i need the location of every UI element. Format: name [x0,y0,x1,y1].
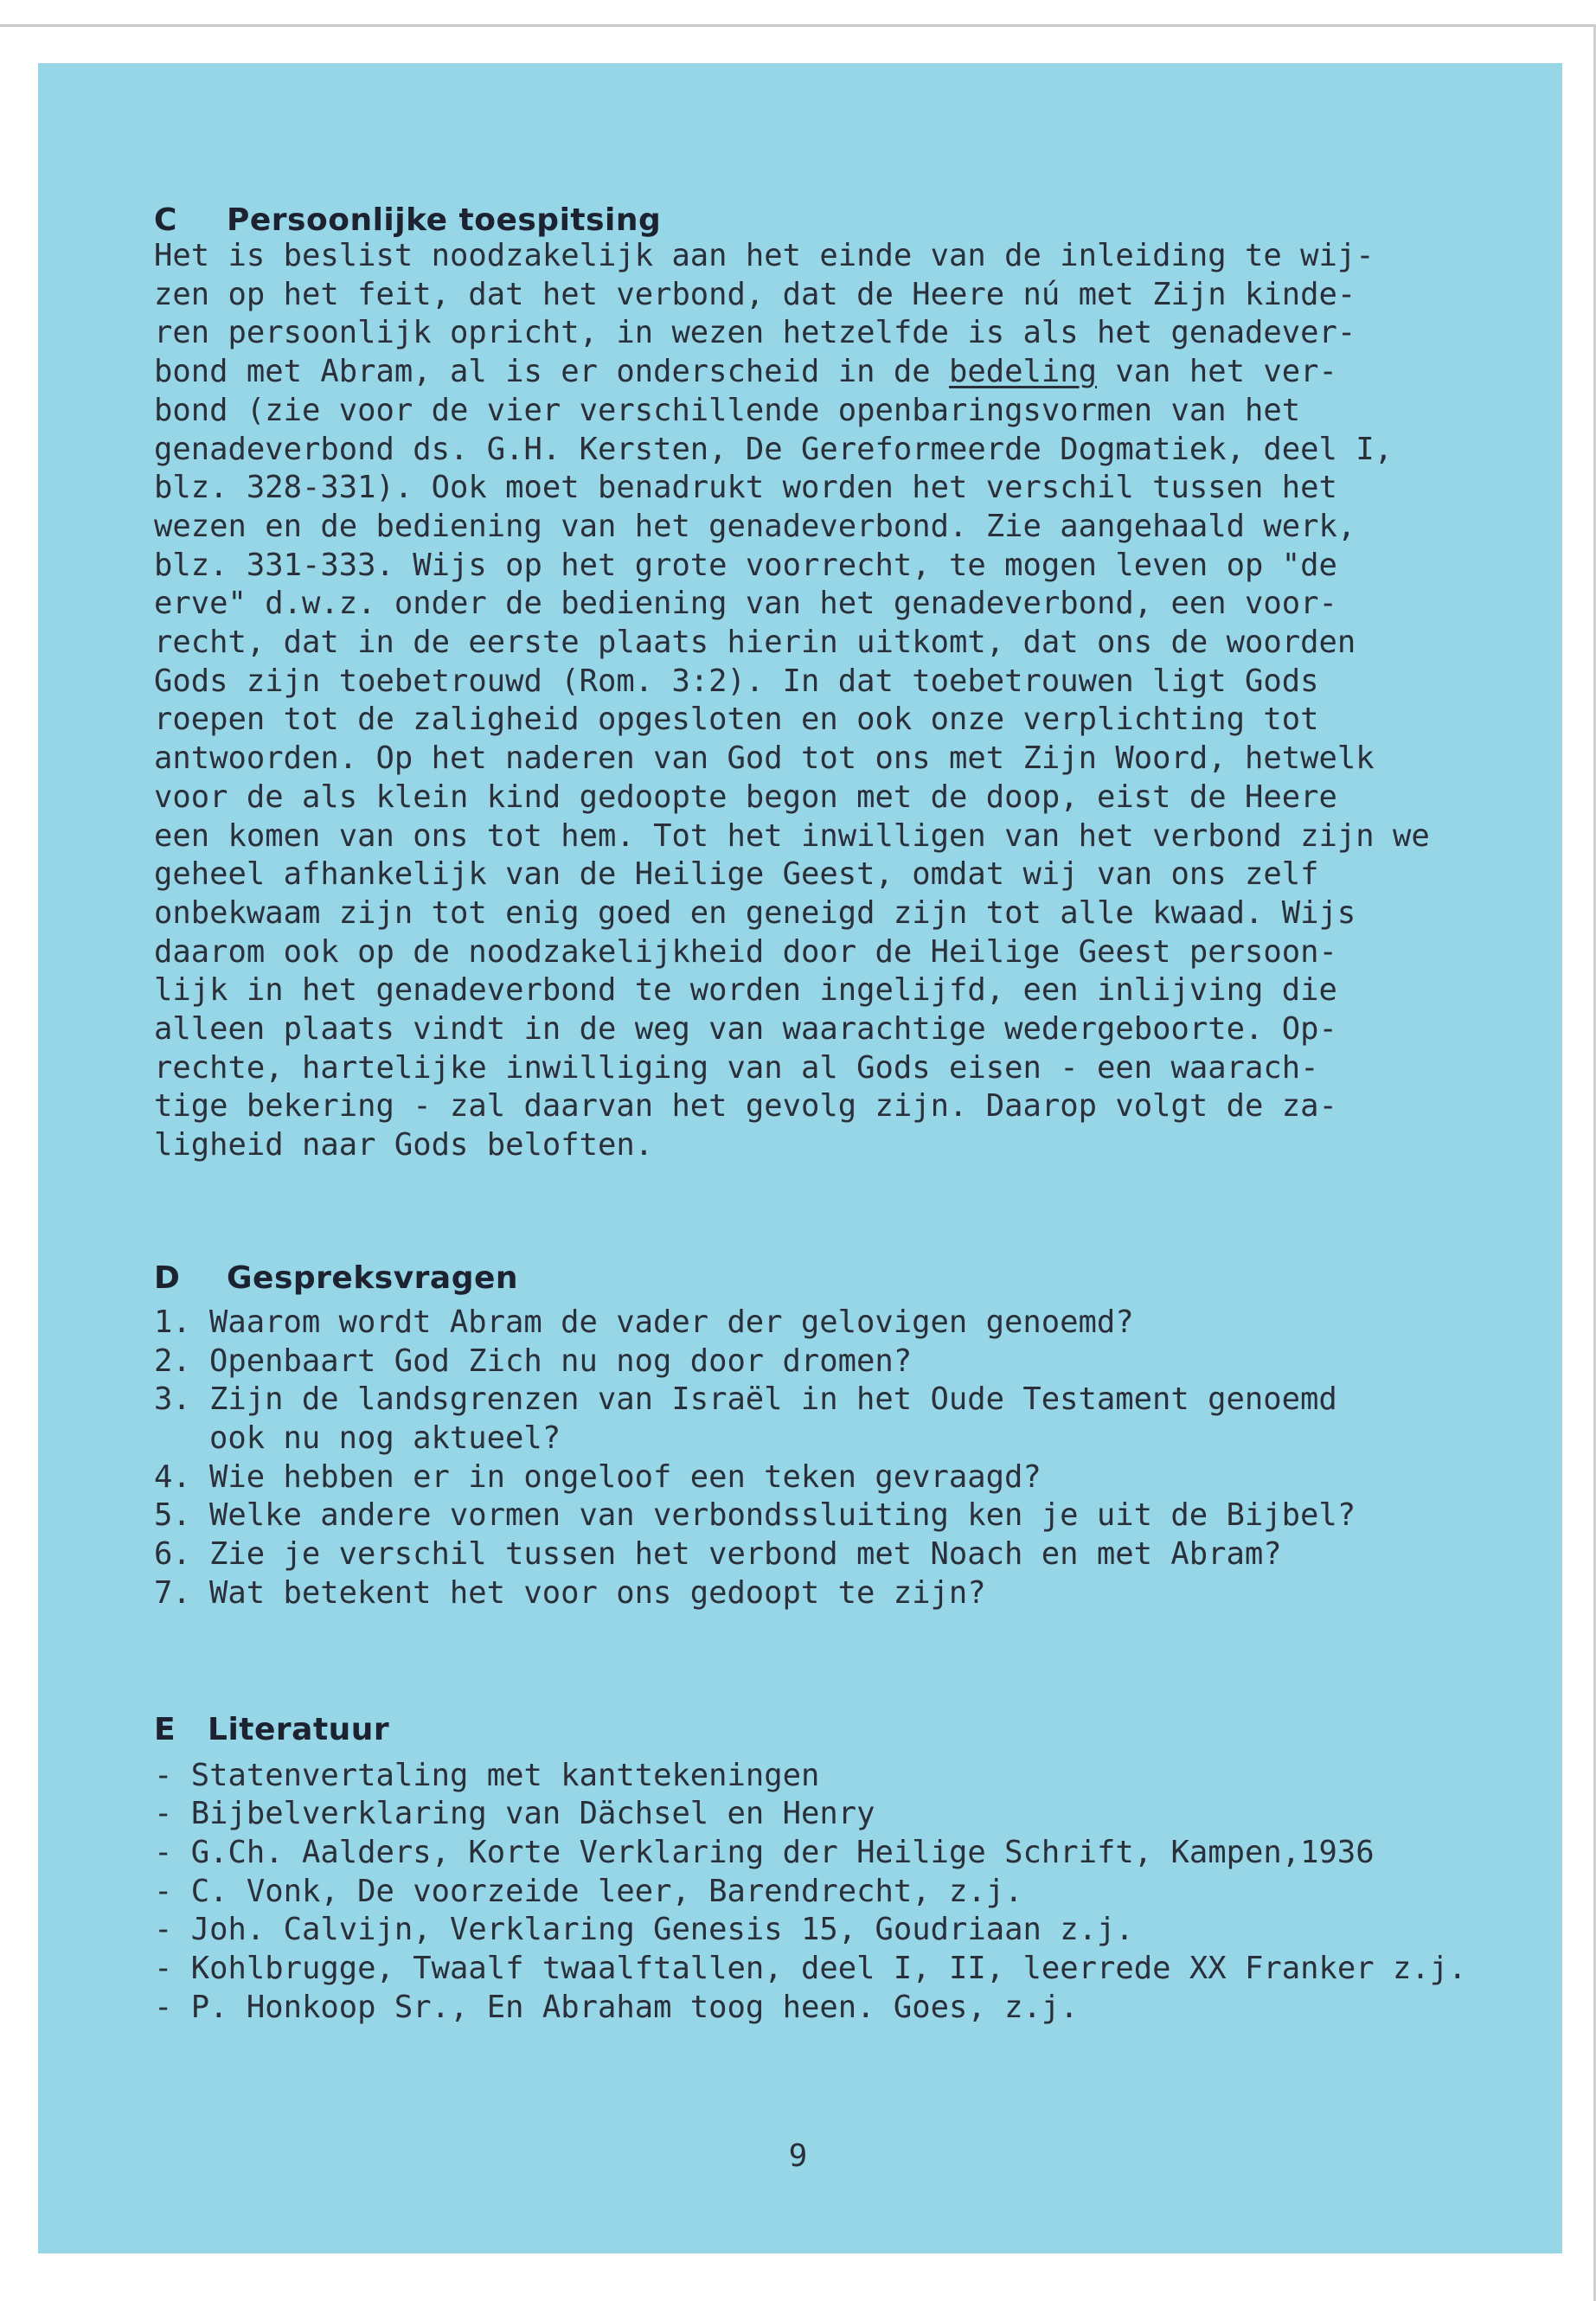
question-number: 7. [154,1574,191,1611]
question-number: 4. [154,1458,191,1495]
paragraph-line: geheel afhankelijk van de Heilige Geest, omdat wij van ons zelf [154,856,1319,893]
paragraph-line-tail: van het ver- [1097,354,1337,390]
literature-item: - Joh. Calvijn, Verklaring Genesis 15, Goudriaan z.j. [154,1912,1134,1948]
literature-list [154,1757,1538,2028]
paragraph-line: voor de als klein kind gedoopte begon met de doop, eist de Heere [154,779,1337,815]
document-body [154,201,1538,2027]
question-item [154,1458,1538,1497]
paragraph-line: bond (zie voor de vier verschillende openbaringsvormen van het [154,392,1301,428]
question-number: 5. [154,1497,191,1534]
question-item-continuation [154,1420,1538,1458]
paragraph-line: lijk in het genadeverbond te worden ingelijfd, een inlijving die [154,972,1337,1009]
question-text: Welke andere vormen van verbondssluiting ken je uit de Bijbel? [209,1497,1356,1534]
section-e-letter: E [154,1711,176,1747]
question-number: 6. [154,1536,191,1573]
paragraph-line: recht, dat in de eerste plaats hierin uitkomt, dat ons de woorden [154,625,1356,661]
paragraph-line: een komen van ons tot hem. Tot het inwilligen van het verbond zijn we [154,817,1430,854]
section-e [154,1710,1538,2028]
paragraph-line: ligheid naar Gods beloften. [154,1127,654,1163]
section-e-heading [154,1710,1538,1750]
literature-item: - P. Honkoop Sr., En Abraham toog heen. Goes, z.j. [154,1989,1079,2025]
question-text: Wat betekent het voor ons gedoopt te zijn? [209,1574,986,1611]
literature-item: - Kohlbrugge, Twaalf twaalftallen, deel I, II, leerrede XX Franker z.j. [154,1951,1467,1987]
question-text: Zijn de landsgrenzen van Israël in het Oude Testament genoemd [209,1381,1337,1418]
paragraph-line: roepen tot de zaligheid opgesloten en ook onze verplichting tot [154,702,1319,738]
paragraph-line [154,353,1538,392]
paragraph-line: rechte, hartelijke inwilliging van al Gods eisen - een waarach- [154,1049,1319,1086]
paragraph-line: alleen plaats vindt in de weg van waarachtige wedergeboorte. Op- [154,1011,1337,1048]
section-c-paragraph [154,237,1538,1165]
question-number: 1. [154,1304,191,1340]
question-text: Wie hebben er in ongeloof een teken gevraagd? [209,1458,1042,1495]
question-text-continuation: ook nu nog aktueel? [209,1420,561,1456]
paragraph-line: erve" d.w.z. onder de bediening van het genadeverbond, een voor- [154,586,1337,622]
paragraph-line: Het is beslist noodzakelijk aan het einde van de inleiding te wij- [154,238,1375,273]
paragraph-line: Gods zijn toebetrouwd (Rom. 3:2). In dat toebetrouwen ligt Gods [154,663,1319,699]
scan-edge-top [0,24,1596,27]
question-number: 2. [154,1343,191,1379]
paragraph-line: daarom ook op de noodzakelijkheid door de Heilige Geest persoon- [154,933,1337,970]
paragraph-line: antwoorden. Op het naderen van God tot ons met Zijn Woord, hetwelk [154,740,1375,777]
paragraph-line: tige bekering - zal daarvan het gevolg zijn. Daarop volgt de za- [154,1088,1337,1125]
question-text: Openbaart God Zich nu nog door dromen? [209,1343,913,1379]
question-list [154,1304,1538,1613]
literature-item: - G.Ch. Aalders, Korte Verklaring der Heilige Schrift, Kampen,1936 [154,1834,1375,1870]
paragraph-line: wezen en de bediening van het genadeverbond. Zie aangehaald werk, [154,508,1356,544]
section-d [154,1259,1538,1613]
page-number: 9 [788,2138,808,2174]
literature-item: - Bijbelverklaring van Dächsel en Henry [154,1796,875,1832]
paragraph-line-head: bond met Abram, al is er onderscheid in de [154,354,950,390]
section-c-title: Persoonlijke toespitsing [227,202,662,238]
section-c [154,201,1538,1165]
section-c-heading [154,201,1538,240]
paragraph-line: ren persoonlijk opricht, in wezen hetzelfde is als het genadever- [154,315,1356,351]
section-c-letter: C [154,202,177,238]
question-item [154,1381,1538,1420]
section-d-title: Gespreksvragen [227,1259,519,1296]
paragraph-line: genadeverbond ds. G.H. Kersten, De Gereformeerde Dogmatiek, deel I, [154,431,1393,467]
question-item [154,1535,1538,1574]
section-d-heading [154,1259,1538,1298]
underlined-word-bedeling: bedeling [949,354,1098,390]
literature-item: - C. Vonk, De voorzeide leer, Barendrecht, z.j. [154,1873,1023,1909]
question-item [154,1497,1538,1535]
paragraph-line: blz. 328-331). Ook moet benadrukt worden het verschil tussen het [154,470,1337,506]
section-e-title: Literatuur [208,1711,390,1747]
question-item [154,1304,1538,1343]
question-item [154,1574,1538,1613]
paragraph-line: zen op het feit, dat het verbond, dat de Heere nú met Zijn kinde- [154,276,1356,312]
literature-item: - Statenvertaling met kanttekeningen [154,1757,820,1793]
section-d-letter: D [154,1259,181,1296]
question-item [154,1343,1538,1381]
paragraph-line: onbekwaam zijn tot enig goed en geneigd zijn tot alle kwaad. Wijs [154,894,1356,931]
question-text: Zie je verschil tussen het verbond met Noach en met Abram? [209,1536,1282,1573]
paragraph-line: blz. 331-333. Wijs op het grote voorrecht, te mogen leven op "de [154,547,1337,583]
question-number: 3. [154,1381,191,1418]
question-text: Waarom wordt Abram de vader der gelovigen genoemd? [209,1304,1134,1340]
